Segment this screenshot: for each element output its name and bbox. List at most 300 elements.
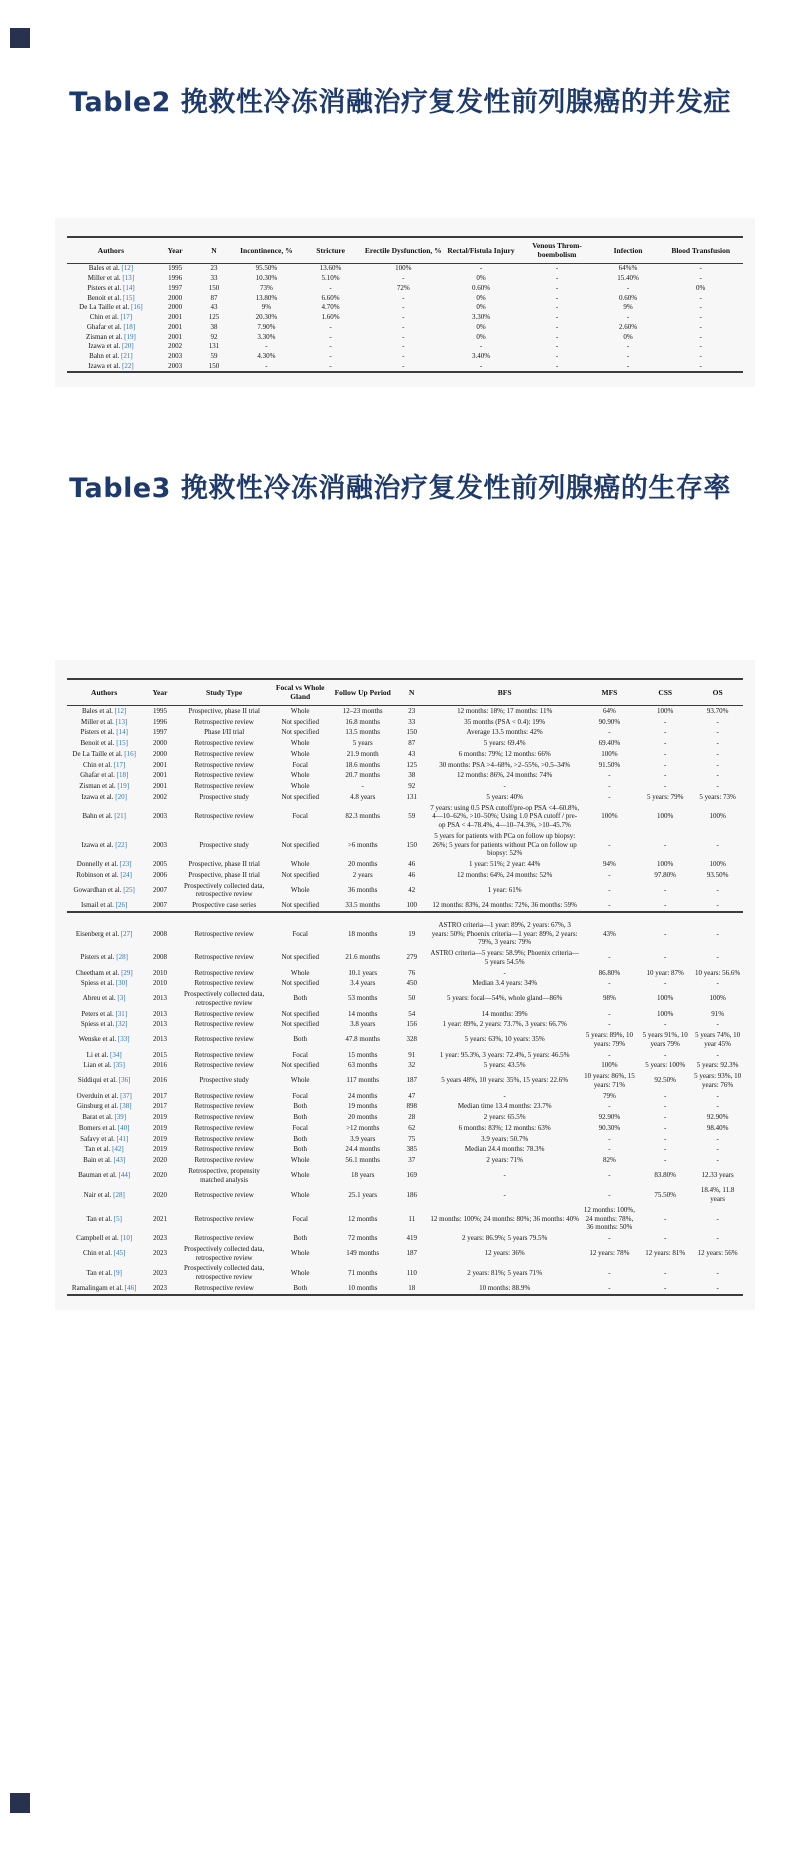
citation-ref[interactable]: [23]	[119, 860, 132, 868]
table-cell: 95.50%	[255, 264, 278, 273]
table-cell: -	[555, 283, 559, 292]
table-cell: Retrospective review	[194, 760, 254, 769]
table-cell: 169	[406, 1171, 417, 1180]
table-cell: -	[716, 1214, 719, 1223]
table-cell: Whole	[290, 1076, 310, 1085]
citation-ref[interactable]: [13]	[115, 717, 128, 726]
table-cell: -	[555, 274, 559, 282]
citation-ref[interactable]: [27]	[120, 929, 133, 938]
table-row	[67, 1233, 743, 1244]
citation-ref[interactable]: [44]	[118, 1171, 131, 1180]
citation-ref[interactable]: [12]	[121, 264, 134, 273]
table-cell: 5 years 48%, 10 years: 35%, 15 years: 22.6%	[441, 1076, 569, 1085]
table-cell: 2003	[152, 840, 167, 849]
table-cell: 150	[406, 728, 417, 737]
table-row	[67, 1071, 743, 1091]
table-cell: -	[329, 352, 332, 360]
table-row	[67, 1263, 743, 1283]
table-cell: 150	[208, 361, 220, 370]
citation-ref[interactable]: [18]	[116, 771, 129, 780]
citation-ref[interactable]: [3]	[117, 994, 126, 1003]
table-cell: 0.60%	[618, 293, 638, 302]
table-cell: 14 months: 39%	[481, 1009, 528, 1018]
citation-ref[interactable]: [10]	[120, 1234, 133, 1242]
table-cell: Retrospective review	[194, 782, 254, 790]
table-cell: Whole	[290, 782, 310, 790]
table-cell: 18 years	[350, 1171, 375, 1180]
table-cell: -	[329, 283, 332, 292]
citation-ref[interactable]: [13]	[122, 274, 135, 282]
table-cell: Retrospective review	[194, 739, 254, 747]
author-cell: Chin et al. [45]	[82, 1249, 126, 1258]
table-cell: 6 months: 79%; 12 months: 66%	[458, 749, 551, 758]
table-cell: -	[608, 1009, 611, 1018]
table-cell: 92.90%	[598, 1113, 621, 1121]
table-cell: 12 years: 56%	[697, 1249, 738, 1258]
table-cell: 3.40%	[471, 352, 491, 360]
table-cell: Whole	[290, 706, 310, 715]
table-cell: 13.80%	[255, 293, 278, 302]
column-header: Rectal/Fistula Injury	[446, 237, 517, 263]
table-cell: -	[699, 342, 702, 351]
table-cell: Whole	[290, 771, 310, 780]
table-row	[67, 1144, 743, 1155]
table-cell: Retrospective review	[194, 1234, 254, 1242]
table-cell: -	[664, 760, 667, 769]
table-cell: 2 years: 71%	[486, 1156, 523, 1164]
author-cell: Bomers et al. [40]	[78, 1123, 130, 1132]
table-cell: -	[479, 342, 483, 351]
table-cell: 90.90%	[598, 717, 621, 726]
table-row	[67, 1134, 743, 1145]
citation-ref[interactable]: [26]	[115, 901, 128, 909]
table-cell: 385	[406, 1145, 417, 1154]
table-cell: 10 years: 56.6%	[694, 968, 741, 977]
table-cell: 150	[208, 283, 220, 292]
table-cell: Prospective, phase II trial	[188, 860, 260, 868]
table-cell: 15 months	[348, 1050, 378, 1059]
table-cell: -	[265, 342, 268, 351]
citation-ref[interactable]: [16]	[131, 303, 143, 312]
table-cell: -	[608, 1134, 611, 1143]
table-cell: 97.80%	[654, 870, 676, 879]
table-row	[67, 1101, 743, 1112]
table-cell: 0%	[623, 332, 633, 341]
citation-ref[interactable]: [18]	[123, 322, 136, 331]
table-cell: 98%	[603, 994, 616, 1003]
author-cell: Siddiqui et al. [36]	[77, 1076, 131, 1085]
table-cell: 5 years: 79%	[646, 792, 684, 801]
citation-ref[interactable]: [15]	[122, 293, 135, 302]
column-header: N	[195, 237, 232, 263]
table-cell: -	[664, 749, 667, 758]
table-cell: 1 year: 61%	[487, 885, 522, 894]
author-cell: Chin et al. [17]	[89, 313, 133, 321]
table-cell: -	[664, 1134, 667, 1143]
citation-ref[interactable]: [30]	[115, 979, 128, 988]
citation-ref[interactable]: [22]	[122, 361, 134, 370]
column-header: Blood Transfusion	[658, 237, 743, 263]
table-cell: -	[664, 885, 667, 894]
citation-ref[interactable]: [46]	[124, 1283, 137, 1292]
table-cell: -	[503, 968, 506, 977]
table-cell: -	[402, 352, 405, 360]
table-row	[67, 293, 743, 303]
citation-ref[interactable]: [14]	[122, 283, 135, 292]
table-row	[67, 870, 743, 881]
table-cell: 59	[408, 812, 416, 821]
table-row	[67, 303, 743, 313]
table-cell: Retrospective review	[194, 1050, 254, 1059]
citation-ref[interactable]: [19]	[124, 332, 136, 341]
table-cell: 2001	[152, 771, 167, 780]
table-cell: -	[608, 1283, 611, 1292]
citation-ref[interactable]: [29]	[121, 968, 133, 977]
table-cell: 125	[208, 313, 220, 321]
table-cell: 92	[408, 782, 416, 790]
table-cell: 53 months	[348, 994, 378, 1003]
table-cell: Prospectively collected data, retrospective review	[184, 881, 265, 899]
table-cell: -	[664, 717, 667, 726]
table-cell: Not specified	[281, 717, 319, 726]
author-cell: Spiess et al. [32]	[80, 1020, 128, 1029]
table-cell: 2008	[152, 953, 167, 962]
table-cell: -	[716, 953, 719, 962]
table-cell: -	[608, 1020, 611, 1029]
table-cell: -	[626, 342, 630, 351]
citation-ref[interactable]: [14]	[116, 728, 128, 737]
table-cell: Whole	[290, 749, 310, 758]
citation-ref[interactable]: [12]	[114, 706, 127, 715]
table-cell: 1995	[152, 706, 167, 715]
table-cell: -	[699, 352, 702, 360]
table-cell: Focal	[292, 760, 308, 769]
table-cell: Retrospective review	[194, 1102, 254, 1111]
table-cell: -	[626, 352, 630, 360]
column-header: Follow Up Period	[331, 679, 395, 705]
table-cell: Whole	[290, 1156, 310, 1164]
table-cell: -	[503, 1091, 506, 1100]
table-row	[67, 781, 743, 792]
table-cell: Focal	[292, 1123, 308, 1132]
table-cell: -	[503, 1171, 506, 1180]
table-row	[67, 332, 743, 342]
table-cell: Retrospective review	[194, 1283, 254, 1292]
table-cell: 24 months	[348, 1091, 378, 1100]
table-cell: 5 years: 100%	[645, 1061, 686, 1070]
table-cell: 19	[408, 929, 416, 938]
table-cell: -	[716, 1283, 719, 1292]
table-row	[67, 989, 743, 1009]
citation-ref[interactable]: [21]	[114, 812, 126, 821]
table-cell: 131	[406, 792, 417, 801]
table-cell: 93.50%	[706, 870, 729, 879]
table-cell: -	[664, 728, 667, 737]
table-cell: -	[402, 361, 405, 370]
table-cell: Phase I/II trial	[204, 728, 245, 737]
table-cell: Not specified	[281, 792, 319, 801]
citation-ref[interactable]: [38]	[119, 1102, 132, 1111]
author-cell: Pisters et al. [14]	[87, 283, 135, 292]
table-cell: 5 years	[352, 739, 373, 747]
table-cell: 87	[408, 739, 416, 747]
table-cell: 100%	[657, 860, 674, 868]
table-cell: 91%	[711, 1009, 725, 1018]
table-cell: 2023	[152, 1268, 167, 1277]
column-header: Authors	[67, 237, 155, 263]
table-cell: 2001	[152, 782, 167, 790]
table-cell: -	[699, 313, 702, 321]
table-cell: Whole	[290, 1190, 310, 1199]
citation-ref[interactable]: [17]	[120, 313, 133, 321]
table-cell: 3.4 years	[350, 979, 376, 988]
table-cell: -	[608, 728, 611, 737]
table-cell: 2 years	[352, 870, 373, 879]
table-cell: 82%	[603, 1156, 616, 1164]
table-cell: 13.60%	[319, 264, 342, 273]
table-cell: 63 months	[348, 1061, 378, 1070]
citation-ref[interactable]: [35]	[113, 1061, 125, 1070]
citation-ref[interactable]: [36]	[118, 1076, 131, 1085]
citation-ref[interactable]: [15]	[116, 739, 128, 747]
table-cell: -	[664, 1268, 667, 1277]
table-row	[67, 1166, 743, 1186]
author-cell: Ghafar et al. [18]	[86, 322, 136, 331]
table-cell: 898	[406, 1102, 417, 1111]
citation-ref[interactable]: [34]	[110, 1050, 122, 1059]
table-cell: 1996	[152, 717, 167, 726]
table-cell: 2020	[152, 1190, 167, 1199]
author-cell: Miller et al. [13]	[81, 717, 128, 726]
author-cell: Li et al. [34]	[86, 1050, 122, 1059]
citation-ref[interactable]: [45]	[113, 1249, 126, 1258]
table-cell: 2013	[152, 994, 167, 1003]
table-cell: -	[608, 771, 611, 780]
table-cell: 2019	[152, 1145, 167, 1154]
table-cell: 30 months: PSA >4–68%, >2–55%, >0.5–34%	[439, 760, 571, 769]
table-row	[67, 1205, 743, 1233]
citation-ref[interactable]: [37]	[120, 1091, 132, 1100]
table-cell: 10.1 years	[348, 968, 378, 977]
table-cell: 4.70%	[321, 303, 340, 312]
table-cell: Prospective, phase II trial	[188, 706, 260, 715]
table-row	[67, 283, 743, 293]
table-row	[67, 920, 743, 948]
column-header: Focal vs Whole Gland	[270, 679, 331, 705]
table-cell: -	[608, 1268, 611, 1277]
column-header: Infection	[598, 237, 659, 263]
table-cell: 4.8 years	[350, 792, 376, 801]
table-cell: -	[664, 739, 667, 747]
table-cell: Whole	[290, 1171, 310, 1180]
table-cell: Not specified	[281, 1061, 319, 1070]
table-cell: -	[664, 1102, 667, 1111]
table-cell: Whole	[290, 860, 310, 868]
author-cell: Tan et al. [5]	[86, 1214, 123, 1223]
table-cell: Not specified	[281, 840, 319, 849]
citation-ref[interactable]: [28]	[113, 1190, 125, 1199]
table-cell: 20.30%	[255, 313, 278, 321]
citation-ref[interactable]: [32]	[115, 1020, 128, 1029]
table-cell: 36 months	[348, 885, 378, 894]
citation-ref[interactable]: [22]	[115, 840, 127, 849]
table-cell: 2003	[168, 361, 183, 370]
table-cell: -	[402, 293, 405, 302]
table-cell: 5 years for patients with PCa on follow up biopsy: 26%; 5 years for patients without PCa on follow up biopsy: 52%	[432, 831, 577, 858]
table-cell: Not specified	[281, 953, 319, 962]
table-cell: 2015	[152, 1050, 167, 1059]
table-row	[67, 1060, 743, 1071]
table-cell: 75.50%	[654, 1190, 676, 1199]
table-cell: 56.1 months	[345, 1156, 381, 1164]
table-cell: Retrospective review	[194, 1134, 254, 1143]
table-cell: -	[402, 313, 405, 321]
table-cell: -	[664, 1283, 667, 1292]
table-cell: 12 years: 81%	[645, 1249, 686, 1258]
citation-ref[interactable]: [9]	[113, 1268, 123, 1277]
table-cell: -	[716, 1145, 719, 1154]
table-cell: 2005	[152, 860, 167, 868]
table-cell: -	[664, 929, 667, 938]
table-cell: Both	[293, 1145, 307, 1154]
author-cell: Zisman et al. [19]	[79, 782, 130, 790]
author-cell: Nair et al. [28]	[83, 1190, 125, 1199]
table-cell: 3.9 years	[350, 1134, 376, 1143]
table-cell: -	[555, 313, 559, 321]
table-cell: 90.30%	[598, 1123, 621, 1132]
table-cell: 100%	[709, 812, 726, 821]
table-cell: 86.80%	[598, 968, 621, 977]
table-cell: 38	[210, 322, 218, 331]
table-cell: 18.4%, 11.8 years	[700, 1186, 735, 1203]
table-cell: -	[699, 274, 702, 282]
citation-ref[interactable]: [19]	[117, 782, 130, 790]
table-cell: Whole	[290, 885, 310, 894]
table-cell: 2023	[152, 1234, 167, 1242]
author-cell: Gowardhan et al. [25]	[73, 885, 135, 894]
citation-ref[interactable]: [41]	[116, 1134, 129, 1143]
table-cell: 12 months: 100%; 24 months: 80%; 36 months: 40%	[430, 1214, 579, 1223]
table-cell: 2010	[152, 979, 167, 988]
table-cell: 1995	[168, 264, 183, 273]
table-cell: 5 years: 93%, 10 years: 76%	[694, 1072, 742, 1089]
table-cell: -	[555, 342, 559, 351]
table-row	[67, 1030, 743, 1050]
citation-ref[interactable]: [20]	[122, 342, 134, 351]
table-cell: 1997	[168, 283, 183, 292]
table-cell: 64%%	[618, 264, 638, 273]
table-row	[67, 361, 743, 372]
table-cell: 92.90%	[706, 1113, 729, 1121]
table-cell: Prospective case series	[192, 901, 257, 909]
citation-ref[interactable]: [28]	[116, 953, 128, 962]
table-cell: 6 months: 83%; 12 months: 63%	[458, 1123, 551, 1132]
table-cell: 73%	[259, 283, 273, 292]
table3-title: Table3 挽救性冷冻消融治疗复发性前列腺癌的生存率	[69, 473, 731, 505]
table-cell: 0%	[476, 274, 486, 282]
table-cell: 2 years: 86.9%; 5 years 79.5%	[462, 1234, 548, 1242]
table-cell: 100	[406, 901, 417, 909]
citation-ref[interactable]: [24]	[120, 870, 132, 879]
citation-ref[interactable]: [39]	[114, 1113, 127, 1121]
table-cell: -	[626, 283, 630, 292]
table-row	[67, 900, 743, 912]
citation-ref[interactable]: [25]	[123, 885, 135, 894]
table-cell: 5 years: 69.4%	[483, 739, 526, 747]
table-cell: -	[716, 1050, 719, 1059]
table-cell: -	[664, 840, 667, 849]
citation-ref[interactable]: [33]	[117, 1035, 130, 1044]
table-cell: 10 months	[348, 1283, 378, 1292]
author-cell: Ginsburg et al. [38]	[76, 1102, 132, 1111]
citation-ref[interactable]: [21]	[121, 352, 133, 360]
table-cell: 7.90%	[257, 322, 276, 331]
table-cell: Retrospective review	[194, 1009, 254, 1018]
table-cell: 21.9 month	[346, 749, 379, 758]
author-cell: Ismail et al. [26]	[81, 901, 128, 909]
table-cell: -	[664, 1123, 667, 1132]
table-cell: 1996	[168, 274, 183, 282]
author-cell: Bales et al. [12]	[82, 706, 127, 715]
table-cell: Retrospective review	[194, 1020, 254, 1029]
citation-ref[interactable]: [5]	[113, 1214, 123, 1223]
table-cell: 0%	[476, 322, 486, 331]
table-cell: 28	[408, 1113, 416, 1121]
table-cell: 5 years: 43.5%	[483, 1061, 526, 1070]
table-cell: 100%	[601, 1061, 618, 1070]
table-cell: 10 months: 88.9%	[479, 1283, 531, 1292]
table-cell: -	[699, 303, 702, 312]
author-cell: Abreu et al. [3]	[82, 994, 126, 1003]
table-cell: 50	[408, 994, 416, 1003]
citation-ref[interactable]: [31]	[115, 1009, 128, 1018]
table-cell: 62	[408, 1123, 416, 1132]
citation-ref[interactable]: [43]	[113, 1156, 126, 1164]
table-cell: Retrospective, propensity matched analysis	[188, 1166, 260, 1184]
table-row	[67, 342, 743, 352]
citation-ref[interactable]: [20]	[115, 792, 127, 801]
citation-ref[interactable]: [40]	[117, 1123, 130, 1132]
citation-ref[interactable]: [42]	[112, 1145, 124, 1154]
table-cell: 2016	[152, 1061, 167, 1070]
table-cell: Both	[293, 1113, 307, 1121]
table-row	[67, 322, 743, 332]
table-cell: 9%	[623, 303, 633, 312]
table-cell: Whole	[290, 1249, 310, 1258]
table-row	[67, 727, 743, 738]
author-cell: Robinson et al. [24]	[76, 870, 132, 879]
table-cell: 59	[210, 352, 218, 360]
table-cell: 2000	[152, 739, 167, 747]
table-cell: Whole	[290, 968, 310, 977]
table-cell: Prospective study	[199, 840, 249, 849]
author-cell: Donnelly et al. [23]	[76, 860, 132, 868]
table-cell: -	[329, 332, 332, 341]
table-cell: 2000	[168, 303, 183, 312]
column-header: Authors	[67, 679, 141, 705]
table-row	[67, 1155, 743, 1166]
table-cell: 46	[408, 860, 416, 868]
table-cell: 2001	[152, 760, 167, 769]
citation-ref[interactable]: [17]	[113, 760, 126, 769]
table-cell: 12 months: 64%, 24 months: 52%	[457, 870, 553, 879]
author-cell: Benoit et al. [15]	[87, 293, 135, 302]
table-cell: 4.30%	[257, 352, 276, 360]
table-cell: Retrospective review	[194, 812, 254, 821]
table-cell: -	[664, 1234, 667, 1242]
table-cell: 18 months	[348, 929, 378, 938]
citation-ref[interactable]: [16]	[124, 749, 136, 758]
